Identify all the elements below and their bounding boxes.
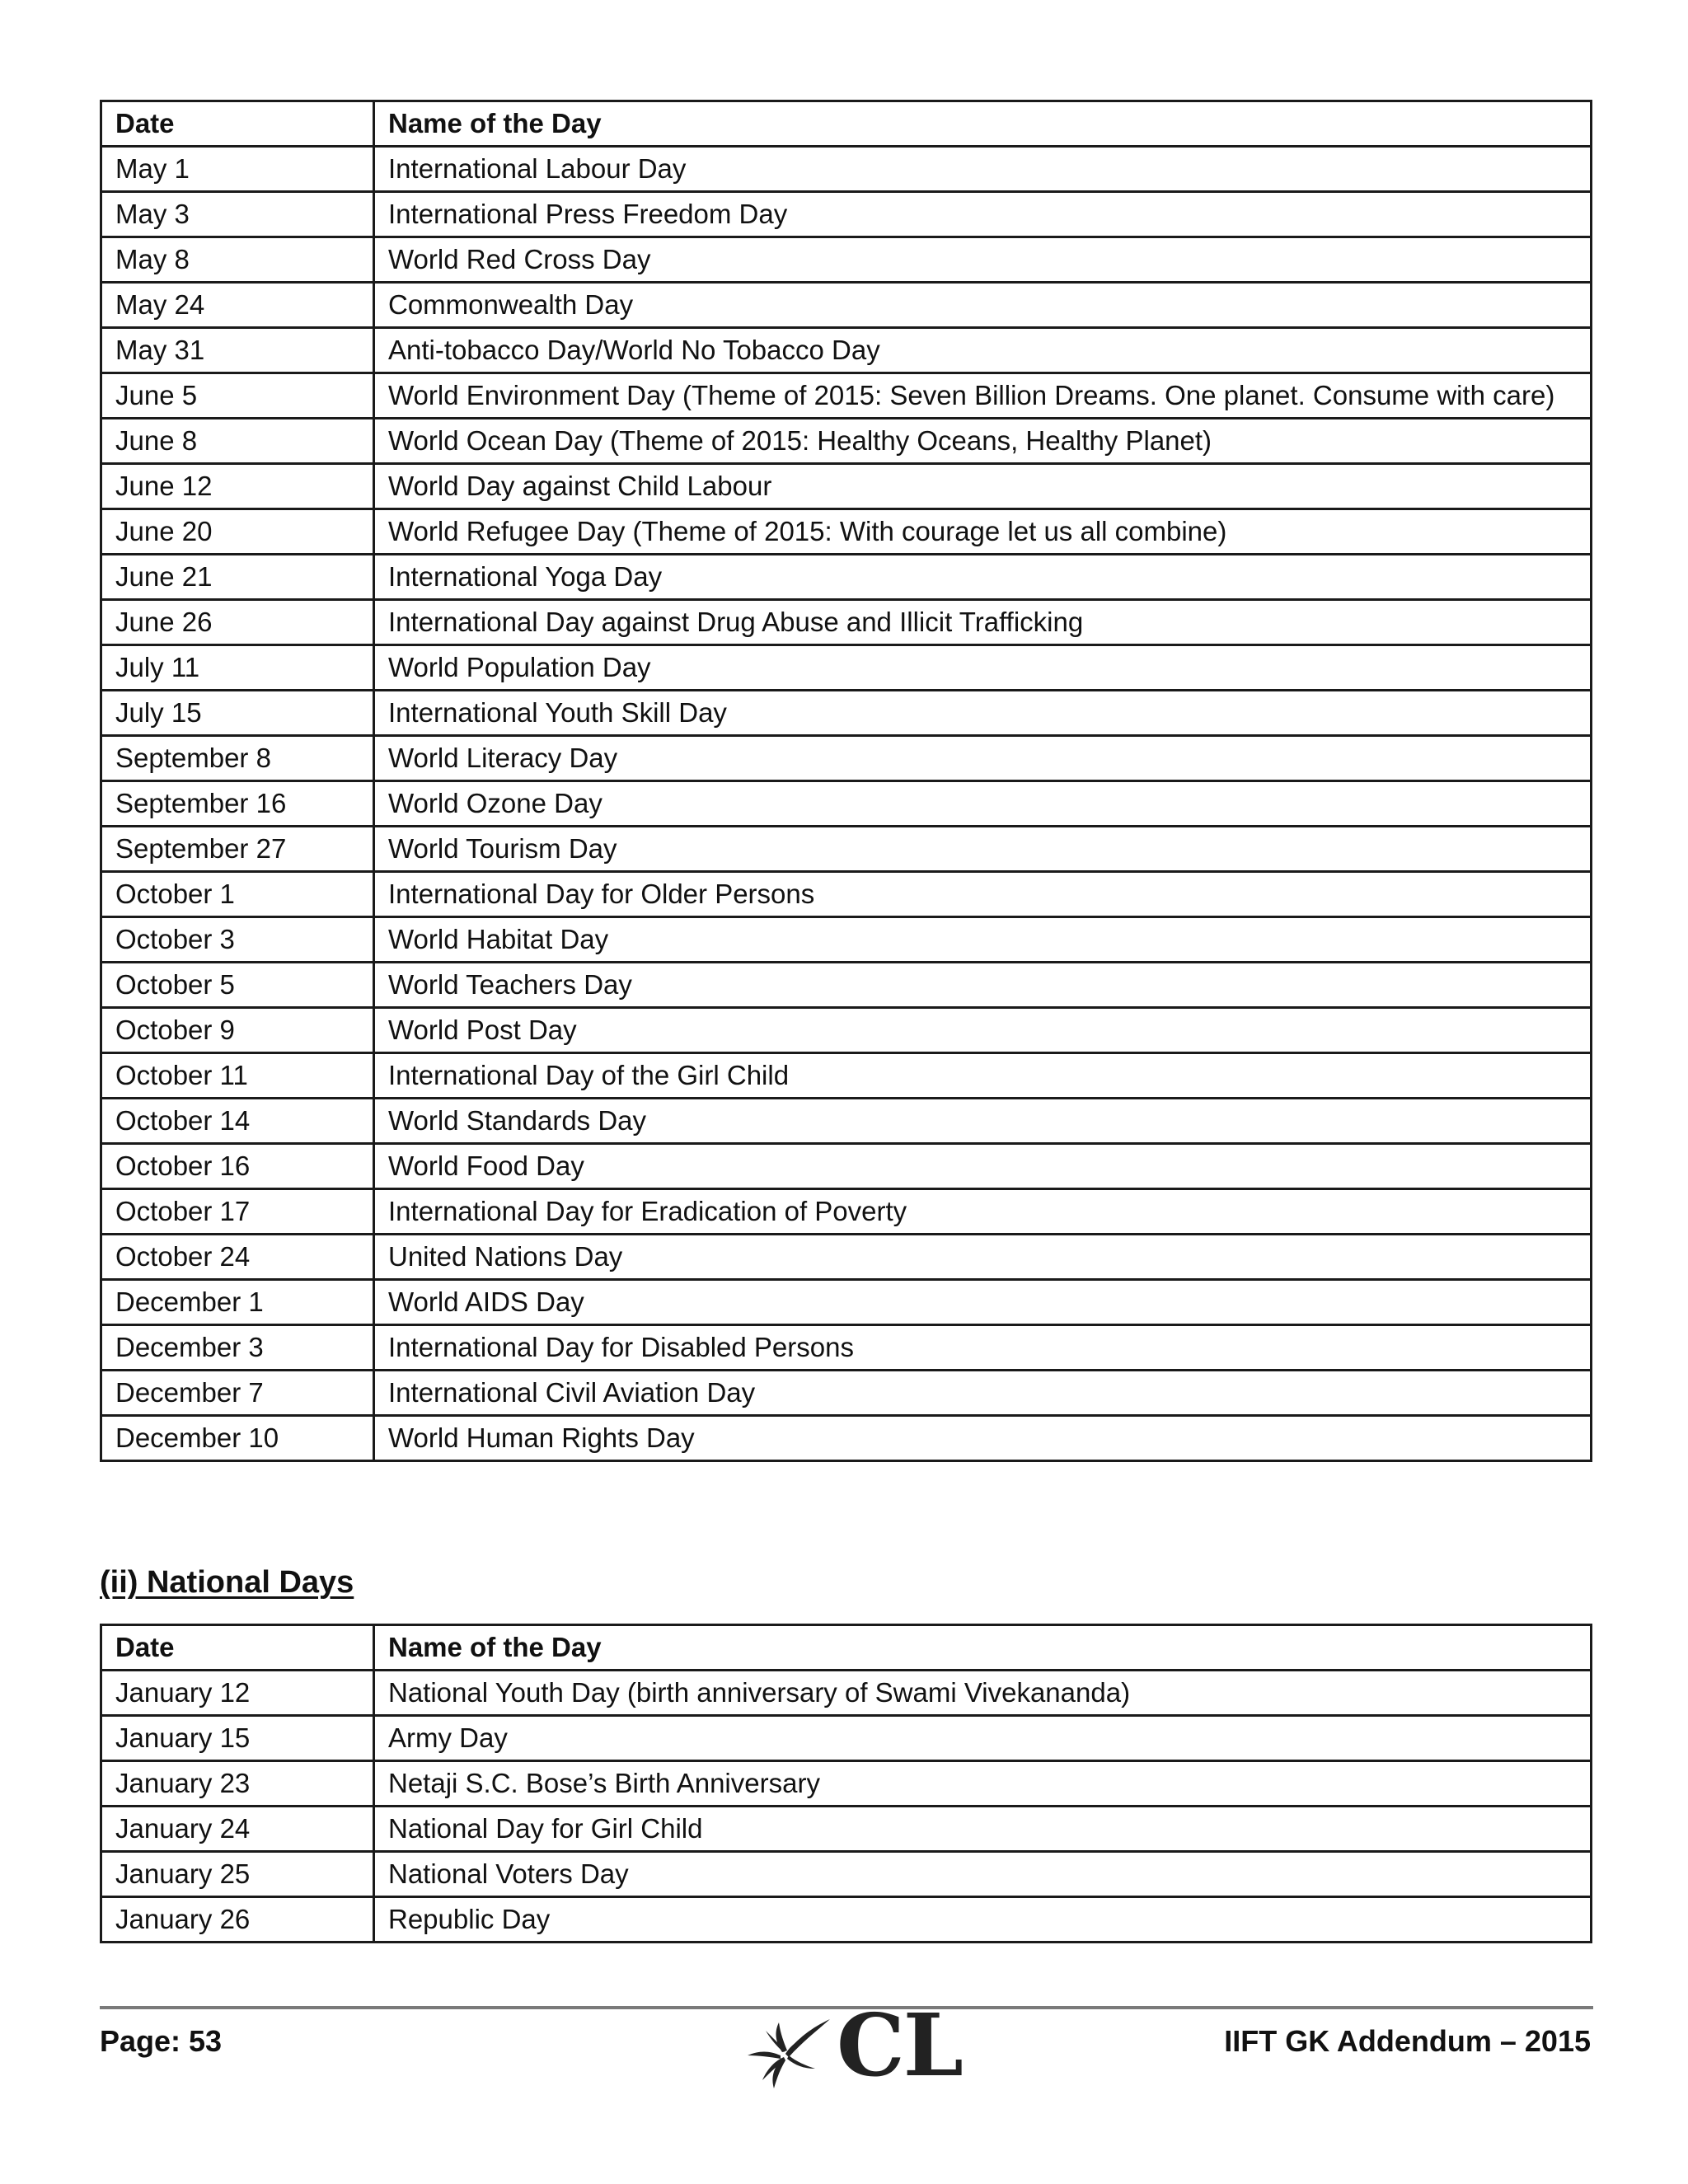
table-header-row [101, 1625, 1592, 1671]
table-row [101, 1235, 1592, 1280]
date-cell: October 9 [101, 1008, 374, 1053]
date-cell: June 20 [101, 509, 374, 555]
national-days-heading: (ii) National Days [100, 1565, 354, 1600]
date-cell: December 7 [101, 1371, 374, 1416]
table-row [101, 283, 1592, 328]
day-name-cell: World Human Rights Day [374, 1416, 1592, 1461]
date-cell: January 23 [101, 1761, 374, 1807]
day-name-cell: International Day against Drug Abuse and Illicit Trafficking [374, 600, 1592, 645]
date-cell: July 11 [101, 645, 374, 691]
swirl-logo-icon [738, 2009, 837, 2092]
day-name-cell: International Day of the Girl Child [374, 1053, 1592, 1099]
national-days-body [101, 1671, 1592, 1943]
name-column-header: Name of the Day [374, 101, 1592, 147]
table-row [101, 147, 1592, 192]
day-name-cell: United Nations Day [374, 1235, 1592, 1280]
day-name-cell: World Ocean Day (Theme of 2015: Healthy Oceans, Healthy Planet) [374, 419, 1592, 464]
day-name-cell: World Tourism Day [374, 827, 1592, 872]
day-name-cell: World Environment Day (Theme of 2015: Seven Billion Dreams. One planet. Consume with care) [374, 373, 1592, 419]
international-days-body [101, 147, 1592, 1461]
document-title: IIFT GK Addendum – 2015 [1224, 2024, 1591, 2058]
table-row [101, 464, 1592, 509]
table-row [101, 600, 1592, 645]
national-days-table [100, 1624, 1592, 1943]
date-column-header: Date [101, 101, 374, 147]
table-row [101, 1416, 1592, 1461]
day-name-cell: National Day for Girl Child [374, 1807, 1592, 1852]
date-cell: May 8 [101, 237, 374, 283]
day-name-cell: International Civil Aviation Day [374, 1371, 1592, 1416]
date-cell: December 10 [101, 1416, 374, 1461]
day-name-cell: World Teachers Day [374, 963, 1592, 1008]
date-cell: May 3 [101, 192, 374, 237]
table-row [101, 1144, 1592, 1189]
international-days-table [100, 100, 1592, 1462]
day-name-cell: Netaji S.C. Bose’s Birth Anniversary [374, 1761, 1592, 1807]
date-cell: October 3 [101, 917, 374, 963]
table-row [101, 872, 1592, 917]
date-cell: October 11 [101, 1053, 374, 1099]
day-name-cell: World Refugee Day (Theme of 2015: With courage let us all combine) [374, 509, 1592, 555]
date-cell: September 16 [101, 781, 374, 827]
day-name-cell: National Youth Day (birth anniversary of Swami Vivekananda) [374, 1671, 1592, 1716]
date-cell: September 27 [101, 827, 374, 872]
date-cell: December 1 [101, 1280, 374, 1325]
table-row [101, 1371, 1592, 1416]
day-name-cell: Commonwealth Day [374, 283, 1592, 328]
table-row [101, 328, 1592, 373]
date-cell: October 1 [101, 872, 374, 917]
table-row [101, 736, 1592, 781]
day-name-cell: World Standards Day [374, 1099, 1592, 1144]
day-name-cell: International Day for Eradication of Poverty [374, 1189, 1592, 1235]
day-name-cell: International Day for Older Persons [374, 872, 1592, 917]
date-cell: June 12 [101, 464, 374, 509]
table-row [101, 1053, 1592, 1099]
day-name-cell: International Yoga Day [374, 555, 1592, 600]
day-name-cell: World Day against Child Labour [374, 464, 1592, 509]
table-row [101, 1280, 1592, 1325]
table-row [101, 419, 1592, 464]
day-name-cell: World Ozone Day [374, 781, 1592, 827]
date-cell: June 5 [101, 373, 374, 419]
date-cell: January 12 [101, 1671, 374, 1716]
day-name-cell: Army Day [374, 1716, 1592, 1761]
table-row [101, 781, 1592, 827]
date-cell: June 8 [101, 419, 374, 464]
day-name-cell: Anti-tobacco Day/World No Tobacco Day [374, 328, 1592, 373]
date-cell: October 24 [101, 1235, 374, 1280]
date-cell: July 15 [101, 691, 374, 736]
cl-logo [738, 1994, 962, 2096]
day-name-cell: International Day for Disabled Persons [374, 1325, 1592, 1371]
table-row [101, 1325, 1592, 1371]
table-row [101, 555, 1592, 600]
date-cell: October 17 [101, 1189, 374, 1235]
table-row [101, 1716, 1592, 1761]
day-name-cell: World Habitat Day [374, 917, 1592, 963]
day-name-cell: Republic Day [374, 1897, 1592, 1943]
day-name-cell: International Labour Day [374, 147, 1592, 192]
date-cell: January 25 [101, 1852, 374, 1897]
table-row [101, 827, 1592, 872]
table-row [101, 237, 1592, 283]
table-header-row [101, 101, 1592, 147]
day-name-cell: International Youth Skill Day [374, 691, 1592, 736]
date-cell: October 16 [101, 1144, 374, 1189]
date-cell: October 14 [101, 1099, 374, 1144]
table-row [101, 1897, 1592, 1943]
day-name-cell: World Literacy Day [374, 736, 1592, 781]
date-cell: May 24 [101, 283, 374, 328]
date-cell: January 15 [101, 1716, 374, 1761]
day-name-cell: National Voters Day [374, 1852, 1592, 1897]
date-column-header: Date [101, 1625, 374, 1671]
table-row [101, 917, 1592, 963]
table-row [101, 509, 1592, 555]
date-cell: December 3 [101, 1325, 374, 1371]
date-cell: January 26 [101, 1897, 374, 1943]
table-row [101, 192, 1592, 237]
table-row [101, 1189, 1592, 1235]
table-row [101, 1807, 1592, 1852]
table-row [101, 691, 1592, 736]
table-row [101, 1761, 1592, 1807]
day-name-cell: World Food Day [374, 1144, 1592, 1189]
date-cell: January 24 [101, 1807, 374, 1852]
date-cell: September 8 [101, 736, 374, 781]
date-cell: June 26 [101, 600, 374, 645]
name-column-header: Name of the Day [374, 1625, 1592, 1671]
logo-text: CL [837, 1994, 962, 2096]
page-number: Page: 53 [100, 2024, 223, 2058]
day-name-cell: World Post Day [374, 1008, 1592, 1053]
day-name-cell: International Press Freedom Day [374, 192, 1592, 237]
table-row [101, 1852, 1592, 1897]
date-cell: June 21 [101, 555, 374, 600]
date-cell: May 31 [101, 328, 374, 373]
day-name-cell: World Red Cross Day [374, 237, 1592, 283]
day-name-cell: World AIDS Day [374, 1280, 1592, 1325]
table-row [101, 373, 1592, 419]
table-row [101, 645, 1592, 691]
table-row [101, 1099, 1592, 1144]
day-name-cell: World Population Day [374, 645, 1592, 691]
table-row [101, 1671, 1592, 1716]
date-cell: May 1 [101, 147, 374, 192]
table-row [101, 963, 1592, 1008]
table-row [101, 1008, 1592, 1053]
date-cell: October 5 [101, 963, 374, 1008]
